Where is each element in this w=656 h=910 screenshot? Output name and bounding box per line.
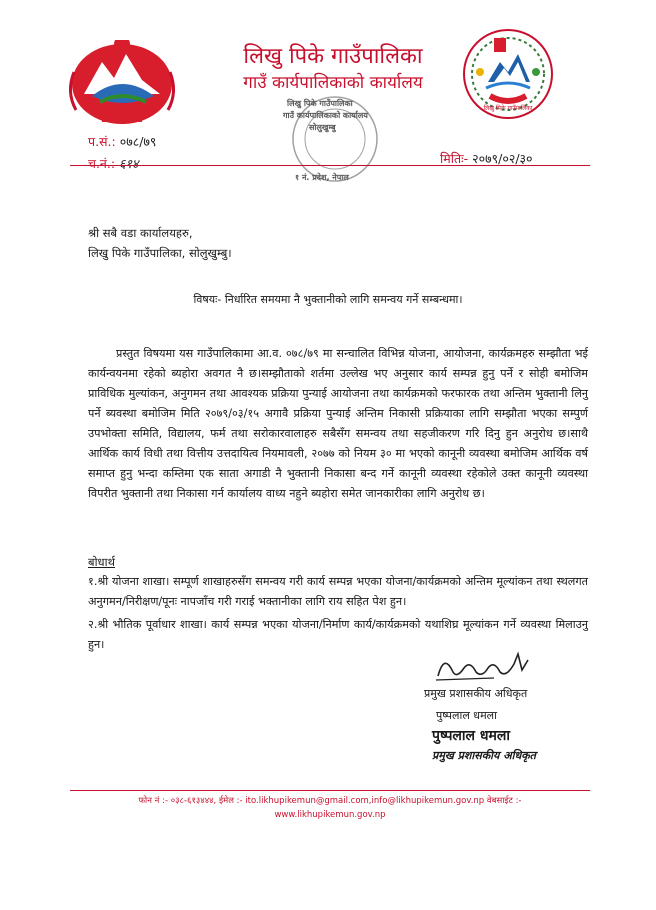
top-edge-marks [55, 0, 435, 6]
footer-website: www.likhupikemun.gov.np [274, 810, 386, 820]
stamp-line-1: लिखु पिके गाउँपालिका [287, 99, 353, 108]
stamp-line-2: गाउँ कार्यपालिकाको कार्यालय [283, 111, 368, 120]
signature-stamp-designation: प्रमुख प्रशासकीय अधिकृत [432, 749, 536, 762]
cc-item-2: २.श्री भौतिक पूर्वाधार शाखा। कार्य सम्पन्न भएका योजना/निर्माण कार्य/कार्यक्रमको यथाशिघ्र मूल्यांकन गर्ने व्यवस्था मिलाउनु हुन। [88, 618, 588, 651]
stamp-line-3: सोलुखुम्बु [309, 123, 336, 132]
cn-value: ६१४ [119, 156, 139, 171]
office-subtitle: गाउँ कार्यपालिकाको कार्यालय [243, 73, 423, 93]
office-stamp [265, 92, 405, 184]
nepal-emblem-icon [62, 32, 182, 132]
ps-label: प.सं.: [88, 134, 116, 149]
signatory-name: पुष्पलाल धमला [436, 709, 497, 722]
body-paragraph [88, 344, 588, 504]
subject-line: विषयः- निर्धारित समयमा नै भुक्तानीको लागि समन्वय गर्ने सम्बन्धमा। [193, 293, 463, 306]
header-divider [70, 165, 590, 166]
recipient-line-1: श्री सबै वडा कार्यालयहरु, [88, 226, 193, 240]
cc-item-1: १.श्री योजना शाखा। सम्पूर्ण शाखाहरुसँग समन्वय गरी कार्य सम्पन्न भएका योजना/कार्यक्रमको अन्तिम मूल्यांकन तथा स्थलगत अनुगमन/निरीक्षण/पूनः नापजाँच गरी गराई भक्तानीका लागि राय सहित पेश हुन। [88, 575, 588, 608]
recipient-line-2: लिखु पिके गाउँपालिका, सोलुखुम्बु। [88, 246, 232, 260]
date-label: मितिः- [440, 151, 469, 166]
footer-line-1: फोन नं :- ०३८-६१३४४४, ईमेल :- ito.likhupikemun@gmail.com,info@likhupikemun.gov.np वेबसाईट :- [138, 796, 522, 806]
stamp-seal-icon [290, 94, 380, 184]
handwritten-signature [434, 646, 544, 686]
footer-contact [70, 794, 590, 822]
footer-divider [70, 790, 590, 791]
stamp-line-4: १ नं. प्रदेश, नेपाल [295, 173, 349, 182]
cn-label: च.नं.: [88, 156, 116, 171]
body-text: प्रस्तुत विषयमा यस गाउँपालिकामा आ.व. ०७८/७९ मा सन्चालित विभिन्न योजना, आयोजना, कार्यक्रमहरु सम्झौता भई कार्यन्वयनमा रहेको ब्यहोरा अवगत नै छ।सम्झौताको शर्तमा उल्लेख भए अनुसार कार्य सम्पन्न हुनु पर्ने र सोही बमोजिम प्राविधिक मुल्यांकन, अनुगमन तथा आवश्यक प्रक्रिया पुन्याई आयोजना तथा कार्यक्रमको फरफारक तथा अन्तिम भुक्तानी लिनु पर्ने ब्यवस्था बमोजिम मिति २०७९/०३/१५ अगावै प्रक्रिया पुन्याई अन्तिम निकासी प्रक्रियाका लागि सम्झौता भएका सम्पुर्ण उपभोक्ता समिति, विद्यालय, फर्म तथा सरोकारवालाहरु सबैसँग समन्वय तथा सहजीकरण गरि दिनु हुन अनुरोध छ।साथै आर्थिक कार्य विधी तथा वित्तीय उत्तदायित्व नियमावली, २०७७ को नियम ३० मा भएको कानूनी व्यवस्था बमोजिम आर्थिक वर्ष समाप्त हुनु भन्दा कम्तिमा एक साता अगाडी नै भुक्तानी निकासा बन्द गर्ने कानूनी व्यवस्था रहेकोले उक्त कानूनी व्यवस्था विपरीत भुक्तानी तथा निकासा गर्न कार्यालय वाध्य नहुने ब्यहोरा समेत जानकारीका लागि अनुरोध छ। [88, 347, 588, 500]
cc-heading: बोधार्थ [88, 555, 115, 569]
ps-value: ०७८/७९ [119, 134, 157, 149]
signature-stamp-name: पुष्पलाल धमला [432, 728, 510, 744]
office-title: लिखु पिके गाउँपालिका [243, 44, 423, 69]
date-value: २०७९/०२/३० [472, 151, 533, 166]
signatory-designation: प्रमुख प्रशासकीय अधिकृत [424, 687, 528, 700]
municipality-logo-caption: लिखु पिके गाउँपालिका [483, 105, 533, 112]
dispatch-number [88, 155, 139, 172]
letter-number [88, 133, 156, 150]
